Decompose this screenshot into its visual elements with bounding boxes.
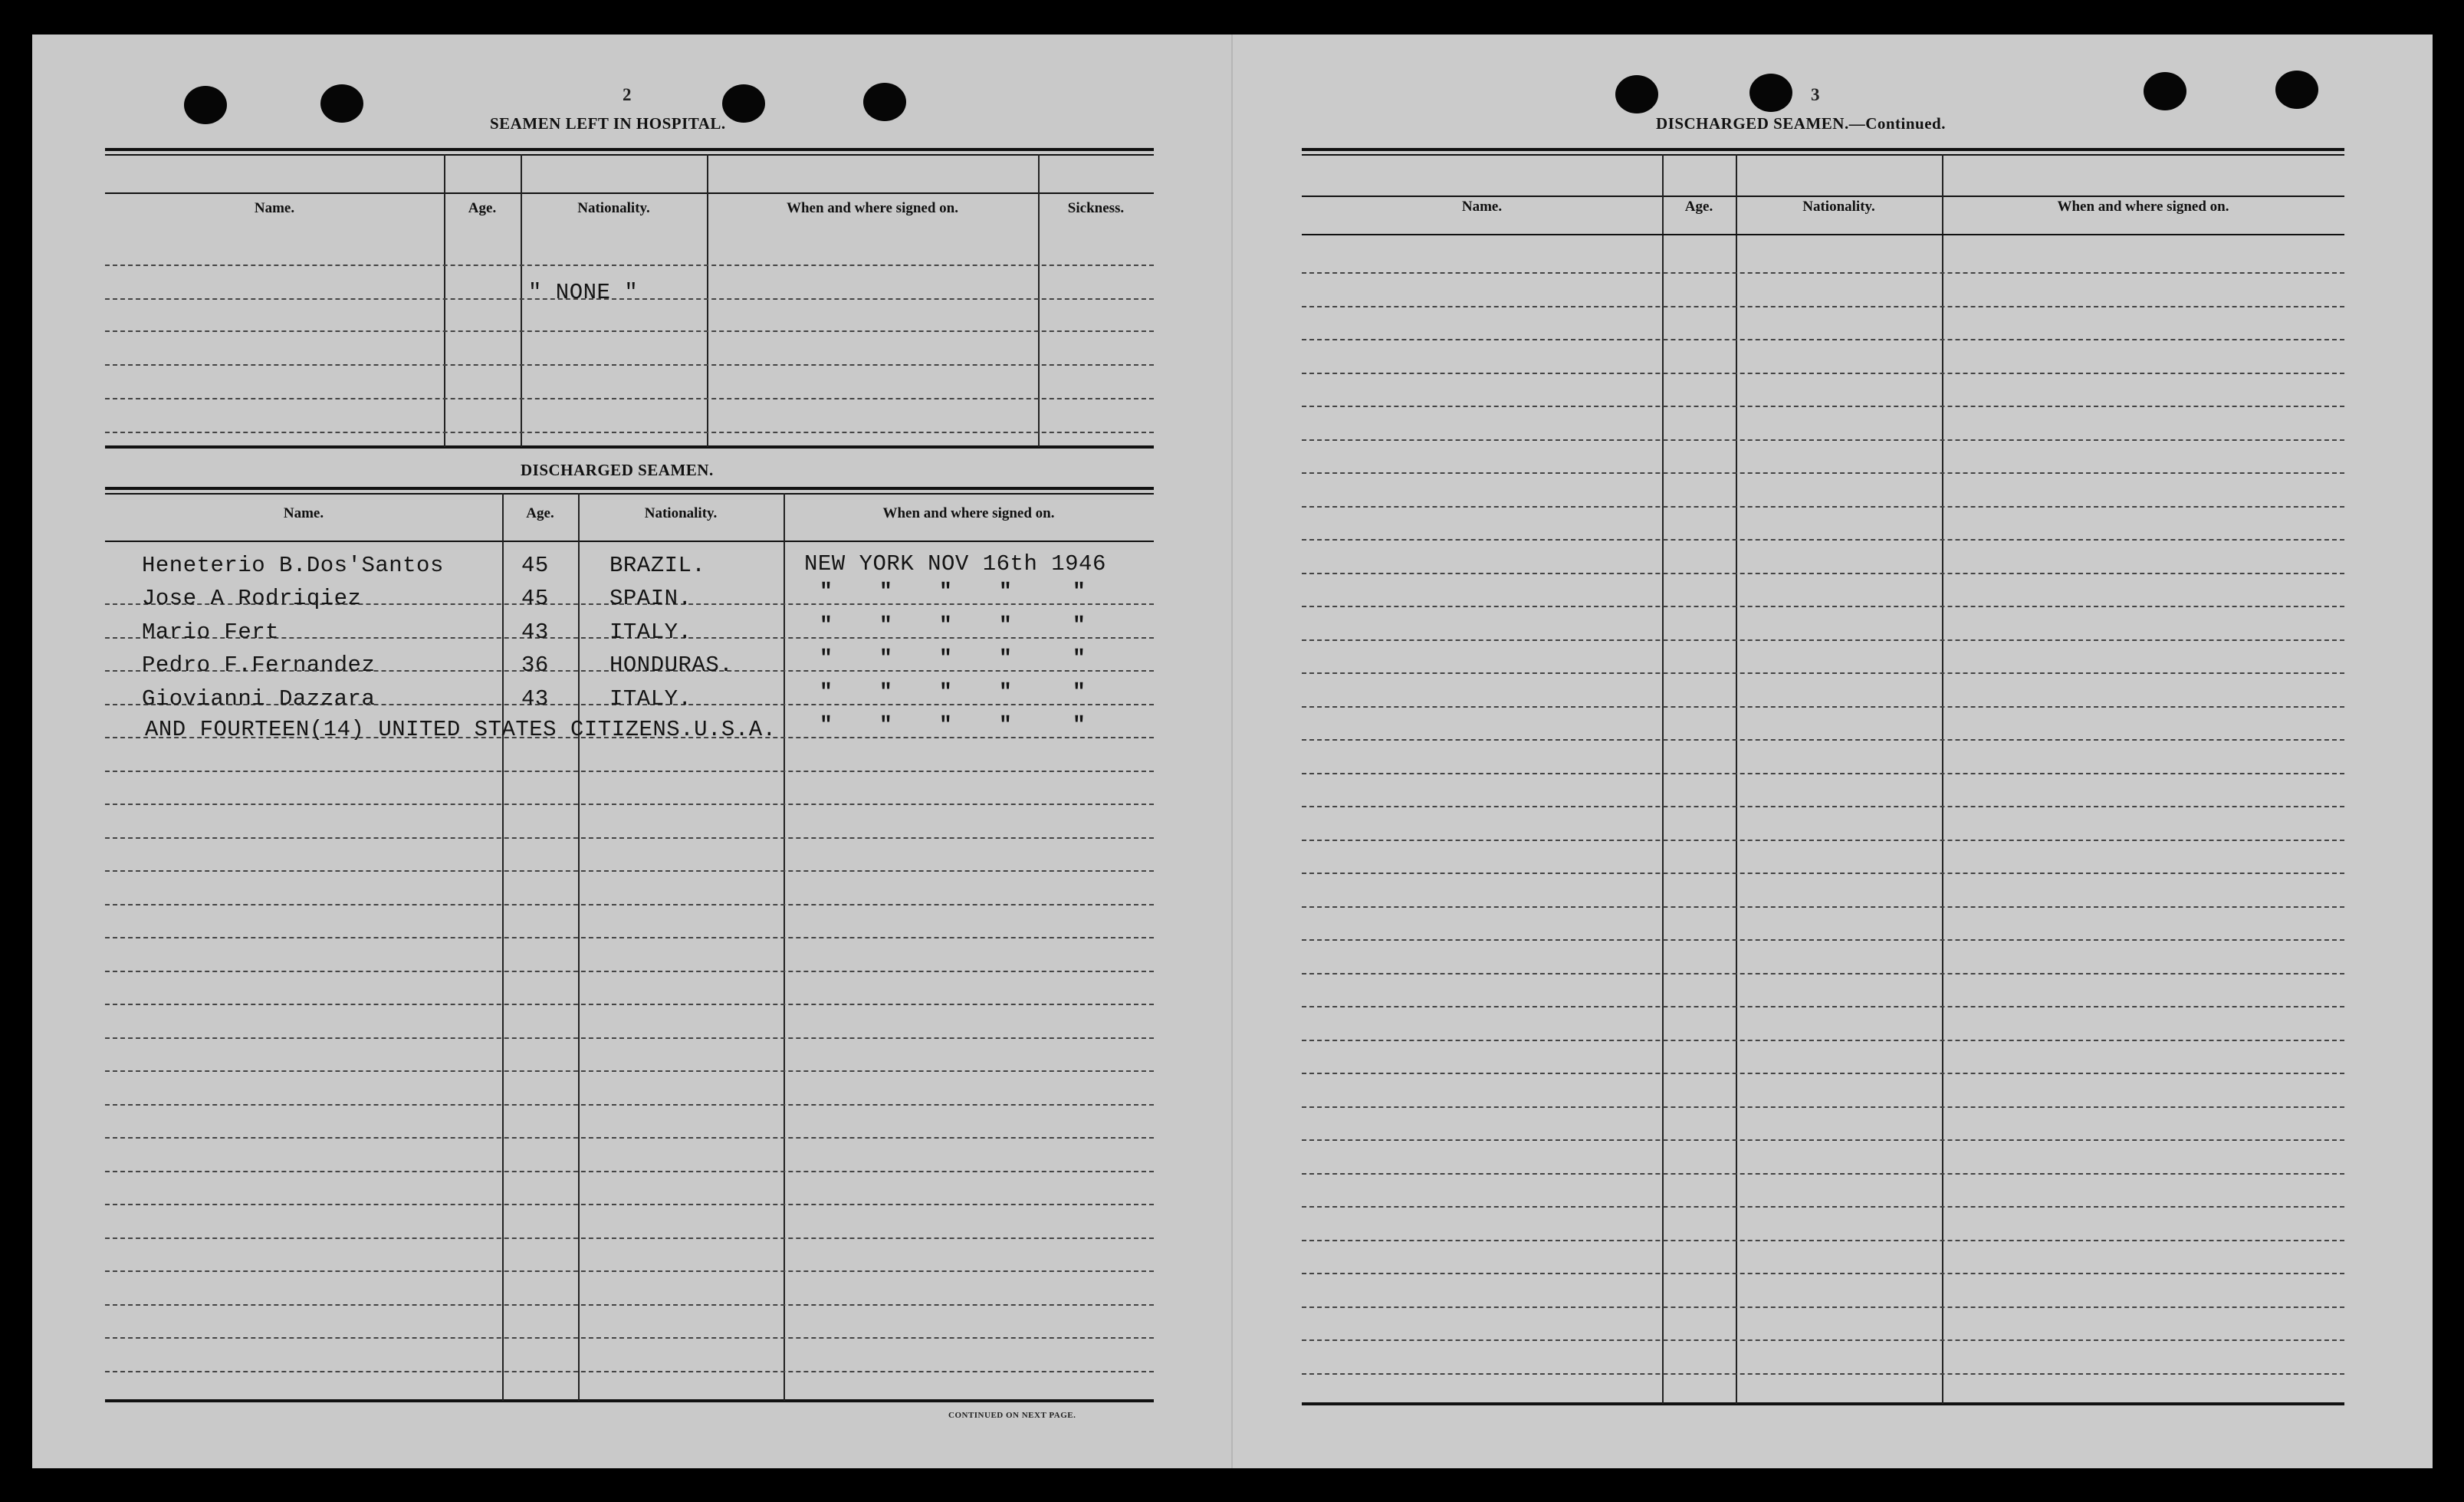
ruling-line [1302,639,2344,641]
hospital-header-sickness: Sickness. [1067,200,1125,216]
discharged-header-signed-on: When and where signed on. [882,505,1055,521]
discharged-header-age: Age. [526,505,554,521]
discharged-header-name: Name. [283,505,324,521]
discharged-continued-title: DISCHARGED SEAMEN.—Continued. [1656,114,1946,133]
punch-hole [722,84,765,123]
punch-hole [1749,74,1792,112]
ruling-line [1302,1306,2344,1308]
ditto-mark: " [879,647,892,671]
seaman-nationality: BRAZIL. [609,553,706,578]
punch-hole [863,83,906,121]
ruling-line [105,1337,1154,1339]
ruling-line [1302,973,2344,974]
ditto-mark: " [1073,614,1086,638]
continued-footnote: CONTINUED ON NEXT PAGE. [948,1411,1076,1420]
ditto-mark: " [879,580,892,604]
ruling-line [1302,1006,2344,1007]
ditto-mark: " [999,580,1012,604]
ruling-line [1302,272,2344,274]
hospital-section-title: SEAMEN LEFT IN HOSPITAL. [490,114,726,133]
ruling-line [1302,1273,2344,1274]
ditto-mark: " [1073,714,1086,738]
ditto-mark: " [820,681,833,705]
ruling-line [1302,739,2344,741]
ruling-line [105,1270,1154,1272]
punch-hole [1615,75,1658,113]
hospital-header-signed-on: When and where signed on. [786,200,958,216]
ditto-mark: " [820,714,833,738]
ditto-mark: " [999,614,1012,638]
ruling-line [1302,806,2344,807]
ruling-line [1302,606,2344,607]
continued-header-name: Name. [1461,199,1503,215]
punch-hole [2144,72,2186,110]
ruling-line [105,1104,1154,1106]
ruling-line [105,1304,1154,1306]
ditto-mark: " [939,647,952,671]
ruling-line [105,1171,1154,1172]
signed-on-value: NEW YORK NOV 16th 1946 [804,551,1106,577]
hospital-table [105,148,1154,451]
seaman-nationality: SPAIN. [609,586,692,611]
ditto-mark: " [1073,647,1086,671]
discharged-table [105,487,1154,1407]
ruling-line [1302,1040,2344,1041]
continued-header-signed-on: When and where signed on. [2057,199,2229,215]
ruling-line [105,1004,1154,1005]
right-page [1233,35,2433,1468]
ruling-line [1302,1139,2344,1141]
ditto-mark: " [879,714,892,738]
page-number-right: 3 [1811,85,1820,104]
ruling-line [1302,906,2344,908]
ditto-mark: " [999,681,1012,705]
punch-hole [2275,71,2318,109]
ruling-line [1302,573,2344,574]
ruling-line [1302,1240,2344,1241]
hospital-entry-none: " NONE " [528,280,639,305]
ruling-line [1302,1206,2344,1208]
ditto-mark: " [1073,681,1086,705]
ditto-mark: " [879,681,892,705]
ruling-line [1302,1373,2344,1375]
ruling-line [1302,1073,2344,1074]
seaman-name: Jose A Rodriqiez [142,586,362,611]
left-page [32,35,1233,1468]
punch-hole [320,84,363,123]
ditto-mark: " [820,614,833,638]
seaman-nationality: ITALY. [609,620,692,645]
summary-line: AND FOURTEEN(14) UNITED STATES CITIZENS.U.S.A. [145,717,777,742]
ruling-line [1302,373,2344,374]
seaman-age: 36 [521,652,549,678]
ditto-mark: " [820,580,833,604]
page-number-left: 2 [623,85,632,104]
ruling-line [1302,406,2344,407]
ruling-line [105,937,1154,938]
ditto-mark: " [939,580,952,604]
ruling-line [1302,306,2344,307]
seaman-name: Giovianni Dazzara [142,686,376,712]
ditto-mark: " [939,614,952,638]
ruling-line [1302,706,2344,708]
discharged-header-nationality: Nationality. [644,505,718,521]
ruling-line [105,1037,1154,1039]
ruling-line [105,1070,1154,1072]
ruling-line [105,1371,1154,1372]
seaman-age: 45 [521,553,549,578]
ruling-line [1302,539,2344,541]
ruling-line [1302,1339,2344,1341]
ruling-line [1302,773,2344,774]
ruling-line [105,1137,1154,1139]
ruling-line [105,771,1154,772]
ruling-line [1302,339,2344,340]
seaman-nationality: ITALY. [609,686,692,712]
ruling-line [1302,873,2344,874]
seaman-age: 43 [521,620,549,645]
ditto-mark: " [999,714,1012,738]
continued-header-nationality: Nationality. [1802,199,1875,215]
seaman-nationality: HONDURAS. [609,652,734,678]
ruling-line [105,904,1154,905]
seaman-name: Heneterio B.Dos'Santos [142,553,444,578]
hospital-header-name: Name. [254,200,295,216]
ditto-mark: " [820,647,833,671]
ditto-mark: " [939,681,952,705]
ditto-mark: " [1073,580,1086,604]
ditto-mark: " [939,714,952,738]
ruling-line [105,870,1154,872]
ruling-line [1302,1173,2344,1175]
ruling-line [1302,672,2344,674]
ruling-line [105,1204,1154,1205]
ruling-line [105,804,1154,805]
ruling-line [1302,1106,2344,1108]
ruling-line [105,837,1154,839]
seaman-age: 43 [521,686,549,712]
ruling-line [105,971,1154,972]
seaman-name: Pedro F.Fernandez [142,652,376,678]
ditto-mark: " [999,647,1012,671]
ruling-line [105,1237,1154,1239]
discharged-continued-table [1302,148,2344,1409]
seaman-name: Mario Fert [142,620,280,645]
ruling-line [1302,439,2344,441]
ruling-line [1302,939,2344,941]
hospital-header-age: Age. [468,200,497,216]
ruling-line [1302,506,2344,508]
ditto-mark: " [879,614,892,638]
seaman-age: 45 [521,586,549,611]
hospital-header-nationality: Nationality. [577,200,650,216]
ruling-line [1302,840,2344,841]
punch-hole [184,86,227,124]
discharged-section-title: DISCHARGED SEAMEN. [521,461,714,479]
continued-header-age: Age. [1684,199,1713,215]
ruling-line [1302,472,2344,474]
